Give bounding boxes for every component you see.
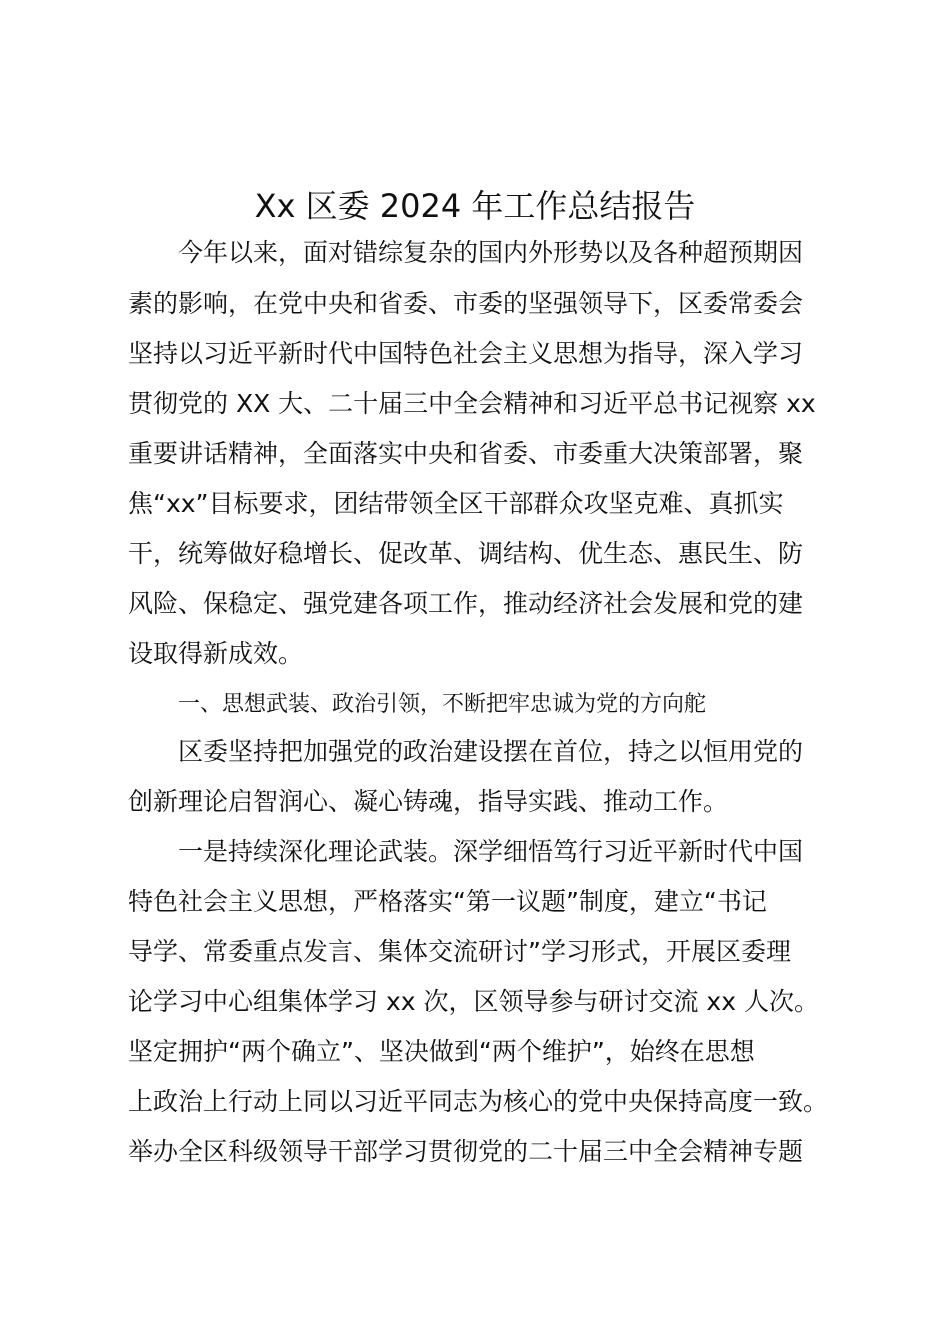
body-line: 素的影响，在党中央和省委、市委的坚强领导下，区委常委会 [128, 289, 804, 318]
body-line: 设取得新成效。 [128, 639, 304, 668]
body-line: 导学、常委重点发言、集体交流研讨”学习形式，开展区委理 [128, 937, 791, 966]
body-line: 论学习中心组集体学习 xx 次，区领导参与研讨交流 xx 人次。 [128, 987, 819, 1016]
body-line: 一是持续深化理论武装。深学细悟笃行习近平新时代中国 [178, 837, 804, 866]
body-line: 焦“xx”目标要求，团结带领全区干部群众攻坚克难、真抓实 [128, 489, 784, 518]
body-line: 风险、保稳定、强党建各项工作，推动经济社会发展和党的建 [128, 589, 804, 618]
body-line: 上政治上行动上同以习近平同志为核心的党中央保持高度一致。 [128, 1087, 829, 1116]
body-line: 干，统筹做好稳增长、促改革、调结构、优生态、惠民生、防 [128, 539, 804, 568]
body-line: 贯彻党的 XX 大、二十届三中全会精神和习近平总书记视察 xx [128, 389, 816, 418]
body-line: 创新理论启智润心、凝心铸魂，指导实践、推动工作。 [128, 787, 729, 816]
document-title: Xx 区委 2024 年工作总结报告 [254, 187, 696, 225]
body-line: 举办全区科级领导干部学习贯彻党的二十届三中全会精神专题 [128, 1137, 804, 1166]
body-line: 重要讲话精神，全面落实中央和省委、市委重大决策部署，聚 [128, 439, 804, 468]
body-line: 坚持以习近平新时代中国特色社会主义思想为指导，深入学习 [128, 339, 804, 368]
section-heading: 一、思想武装、政治引领，不断把牢忠诚为党的方向舵 [178, 692, 707, 717]
body-line: 今年以来，面对错综复杂的国内外形势以及各种超预期因 [178, 238, 804, 267]
body-line: 坚定拥护“两个确立”、坚决做到“两个维护”，始终在思想 [128, 1037, 755, 1066]
body-line: 特色社会主义思想，严格落实“第一议题”制度，建立“书记 [128, 887, 767, 916]
body-line: 区委坚持把加强党的政治建设摆在首位，持之以恒用党的 [178, 737, 804, 766]
